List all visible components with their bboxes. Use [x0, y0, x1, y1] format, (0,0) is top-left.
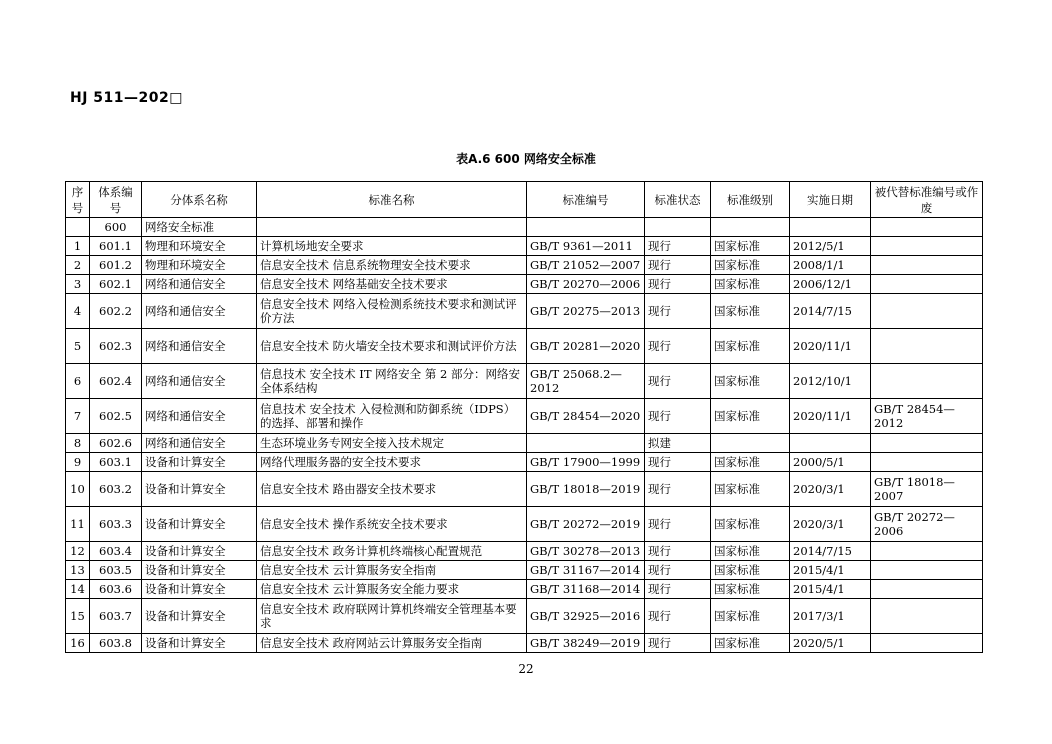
table-row	[66, 275, 983, 294]
system-code-cell: 602.4	[90, 364, 142, 399]
standard-name-cell: 信息安全技术 政务计算机终端核心配置规范	[257, 542, 527, 561]
replaced-cell	[871, 453, 983, 472]
seq-cell: 4	[66, 294, 90, 329]
col-header-date: 实施日期	[790, 182, 871, 218]
standard-name-cell: 信息安全技术 网络入侵检测系统技术要求和测试评价方法	[257, 294, 527, 329]
standard-name-cell: 计算机场地安全要求	[257, 237, 527, 256]
level-cell: 国家标准	[711, 580, 790, 599]
subsystem-cell: 设备和计算安全	[142, 542, 257, 561]
level-cell: 国家标准	[711, 472, 790, 507]
date-cell: 2012/10/1	[790, 364, 871, 399]
date-cell: 2020/11/1	[790, 399, 871, 434]
standard-name-cell: 信息技术 安全技术 入侵检测和防御系统（IDPS）的选择、部署和操作	[257, 399, 527, 434]
standard-number-cell: GB/T 21052—2007	[527, 256, 645, 275]
seq-cell: 14	[66, 580, 90, 599]
subsystem-cell: 网络和通信安全	[142, 275, 257, 294]
system-code-cell: 602.3	[90, 329, 142, 364]
replaced-cell	[871, 256, 983, 275]
col-header-name: 标准名称	[257, 182, 527, 218]
status-cell: 现行	[645, 599, 711, 634]
replaced-cell	[871, 542, 983, 561]
system-code-cell: 601.2	[90, 256, 142, 275]
standard-number-cell	[527, 434, 645, 453]
system-code-cell: 603.2	[90, 472, 142, 507]
seq-cell: 3	[66, 275, 90, 294]
status-cell: 现行	[645, 561, 711, 580]
level-cell: 国家标准	[711, 329, 790, 364]
system-code-cell: 603.8	[90, 634, 142, 653]
seq-cell: 1	[66, 237, 90, 256]
status-cell: 现行	[645, 453, 711, 472]
date-cell: 2015/4/1	[790, 580, 871, 599]
system-code-cell: 602.1	[90, 275, 142, 294]
system-code-cell: 602.6	[90, 434, 142, 453]
standard-number-cell: GB/T 31168—2014	[527, 580, 645, 599]
category-seq-cell	[66, 218, 90, 237]
table-header-row	[66, 182, 983, 218]
replaced-cell: GB/T 28454—2012	[871, 399, 983, 434]
table-row	[66, 507, 983, 542]
date-cell: 2014/7/15	[790, 294, 871, 329]
seq-cell: 2	[66, 256, 90, 275]
status-cell: 现行	[645, 580, 711, 599]
standard-number-cell: GB/T 38249—2019	[527, 634, 645, 653]
table-row	[66, 599, 983, 634]
standard-number-cell: GB/T 20272—2019	[527, 507, 645, 542]
standard-number-cell: GB/T 17900—1999	[527, 453, 645, 472]
date-cell: 2012/5/1	[790, 237, 871, 256]
date-cell: 2008/1/1	[790, 256, 871, 275]
level-cell: 国家标准	[711, 275, 790, 294]
date-cell: 2020/3/1	[790, 472, 871, 507]
table-row	[66, 329, 983, 364]
date-cell: 2020/11/1	[790, 329, 871, 364]
standard-name-cell: 信息安全技术 云计算服务安全能力要求	[257, 580, 527, 599]
page-number: 22	[518, 662, 534, 676]
table-row	[66, 399, 983, 434]
col-header-code: 体系编号	[90, 182, 142, 218]
seq-cell: 12	[66, 542, 90, 561]
standard-name-cell: 信息安全技术 政府联网计算机终端安全管理基本要求	[257, 599, 527, 634]
standard-name-cell: 信息安全技术 操作系统安全技术要求	[257, 507, 527, 542]
level-cell: 国家标准	[711, 256, 790, 275]
system-code-cell: 603.5	[90, 561, 142, 580]
level-cell: 国家标准	[711, 399, 790, 434]
level-cell: 国家标准	[711, 237, 790, 256]
standard-name-cell: 信息安全技术 防火墙安全技术要求和测试评价方法	[257, 329, 527, 364]
table-row	[66, 294, 983, 329]
standard-number-cell: GB/T 30278—2013	[527, 542, 645, 561]
system-code-cell: 603.4	[90, 542, 142, 561]
category-name: 网络安全标准	[142, 218, 257, 237]
category-code: 600	[90, 218, 142, 237]
subsystem-cell: 物理和环境安全	[142, 237, 257, 256]
replaced-cell	[871, 275, 983, 294]
table-row	[66, 256, 983, 275]
level-cell: 国家标准	[711, 561, 790, 580]
standard-number-cell: GB/T 9361—2011	[527, 237, 645, 256]
replaced-cell	[871, 237, 983, 256]
subsystem-cell: 设备和计算安全	[142, 507, 257, 542]
standard-name-cell: 信息安全技术 云计算服务安全指南	[257, 561, 527, 580]
status-cell: 现行	[645, 294, 711, 329]
seq-cell: 9	[66, 453, 90, 472]
date-cell: 2014/7/15	[790, 542, 871, 561]
col-header-seq: 序号	[66, 182, 90, 218]
table-row	[66, 580, 983, 599]
date-cell: 2020/3/1	[790, 507, 871, 542]
standard-number-cell: GB/T 25068.2—2012	[527, 364, 645, 399]
col-header-level: 标准级别	[711, 182, 790, 218]
col-header-status: 标准状态	[645, 182, 711, 218]
system-code-cell: 603.6	[90, 580, 142, 599]
replaced-cell: GB/T 18018—2007	[871, 472, 983, 507]
status-cell: 现行	[645, 256, 711, 275]
replaced-cell: GB/T 20272—2006	[871, 507, 983, 542]
seq-cell: 5	[66, 329, 90, 364]
seq-cell: 7	[66, 399, 90, 434]
subsystem-cell: 设备和计算安全	[142, 472, 257, 507]
table-title: 表A.6 600 网络安全标准	[456, 152, 596, 166]
subsystem-cell: 设备和计算安全	[142, 599, 257, 634]
standard-number-cell: GB/T 20275—2013	[527, 294, 645, 329]
standard-name-cell: 信息技术 安全技术 IT 网络安全 第 2 部分：网络安全体系结构	[257, 364, 527, 399]
subsystem-cell: 物理和环境安全	[142, 256, 257, 275]
standard-name-cell: 信息安全技术 路由器安全技术要求	[257, 472, 527, 507]
table-row	[66, 561, 983, 580]
level-cell: 国家标准	[711, 634, 790, 653]
system-code-cell: 602.2	[90, 294, 142, 329]
col-header-replaced: 被代替标准编号或作废	[871, 182, 983, 218]
status-cell: 现行	[645, 472, 711, 507]
table-row	[66, 634, 983, 653]
table-row	[66, 237, 983, 256]
level-cell: 国家标准	[711, 453, 790, 472]
standard-number-cell: GB/T 20270—2006	[527, 275, 645, 294]
date-cell: 2020/5/1	[790, 634, 871, 653]
standard-name-cell: 网络代理服务器的安全技术要求	[257, 453, 527, 472]
status-cell: 现行	[645, 364, 711, 399]
subsystem-cell: 设备和计算安全	[142, 634, 257, 653]
replaced-cell	[871, 434, 983, 453]
replaced-cell	[871, 329, 983, 364]
status-cell: 拟建	[645, 434, 711, 453]
status-cell: 现行	[645, 507, 711, 542]
replaced-cell	[871, 580, 983, 599]
seq-cell: 16	[66, 634, 90, 653]
level-cell: 国家标准	[711, 294, 790, 329]
seq-cell: 11	[66, 507, 90, 542]
subsystem-cell: 设备和计算安全	[142, 580, 257, 599]
level-cell: 国家标准	[711, 507, 790, 542]
status-cell: 现行	[645, 634, 711, 653]
table-row	[66, 434, 983, 453]
col-header-subsystem: 分体系名称	[142, 182, 257, 218]
subsystem-cell: 网络和通信安全	[142, 399, 257, 434]
status-cell: 现行	[645, 329, 711, 364]
standard-number-cell: GB/T 20281—2020	[527, 329, 645, 364]
date-cell: 2000/5/1	[790, 453, 871, 472]
subsystem-cell: 网络和通信安全	[142, 434, 257, 453]
document-code: HJ 511—202□	[70, 90, 183, 106]
standard-number-cell: GB/T 18018—2019	[527, 472, 645, 507]
system-code-cell: 601.1	[90, 237, 142, 256]
replaced-cell	[871, 561, 983, 580]
replaced-cell	[871, 634, 983, 653]
standard-number-cell: GB/T 28454—2020	[527, 399, 645, 434]
seq-cell: 6	[66, 364, 90, 399]
subsystem-cell: 设备和计算安全	[142, 561, 257, 580]
standard-name-cell: 生态环境业务专网安全接入技术规定	[257, 434, 527, 453]
level-cell: 国家标准	[711, 542, 790, 561]
standard-name-cell: 信息安全技术 政府网站云计算服务安全指南	[257, 634, 527, 653]
table-row	[66, 364, 983, 399]
level-cell: 国家标准	[711, 599, 790, 634]
subsystem-cell: 网络和通信安全	[142, 294, 257, 329]
system-code-cell: 603.3	[90, 507, 142, 542]
seq-cell: 13	[66, 561, 90, 580]
system-code-cell: 603.1	[90, 453, 142, 472]
date-cell: 2017/3/1	[790, 599, 871, 634]
standards-table	[65, 181, 983, 653]
system-code-cell: 603.7	[90, 599, 142, 634]
system-code-cell: 602.5	[90, 399, 142, 434]
status-cell: 现行	[645, 275, 711, 294]
standard-number-cell: GB/T 31167—2014	[527, 561, 645, 580]
status-cell: 现行	[645, 237, 711, 256]
replaced-cell	[871, 364, 983, 399]
category-row	[66, 218, 983, 237]
table-row	[66, 453, 983, 472]
date-cell: 2015/4/1	[790, 561, 871, 580]
date-cell	[790, 434, 871, 453]
status-cell: 现行	[645, 542, 711, 561]
subsystem-cell: 网络和通信安全	[142, 329, 257, 364]
standard-number-cell: GB/T 32925—2016	[527, 599, 645, 634]
level-cell: 国家标准	[711, 364, 790, 399]
standard-name-cell: 信息安全技术 网络基础安全技术要求	[257, 275, 527, 294]
seq-cell: 10	[66, 472, 90, 507]
subsystem-cell: 设备和计算安全	[142, 453, 257, 472]
level-cell	[711, 434, 790, 453]
table-row	[66, 542, 983, 561]
standard-name-cell: 信息安全技术 信息系统物理安全技术要求	[257, 256, 527, 275]
replaced-cell	[871, 294, 983, 329]
status-cell: 现行	[645, 399, 711, 434]
table-row	[66, 472, 983, 507]
col-header-number: 标准编号	[527, 182, 645, 218]
seq-cell: 8	[66, 434, 90, 453]
seq-cell: 15	[66, 599, 90, 634]
subsystem-cell: 网络和通信安全	[142, 364, 257, 399]
replaced-cell	[871, 599, 983, 634]
date-cell: 2006/12/1	[790, 275, 871, 294]
